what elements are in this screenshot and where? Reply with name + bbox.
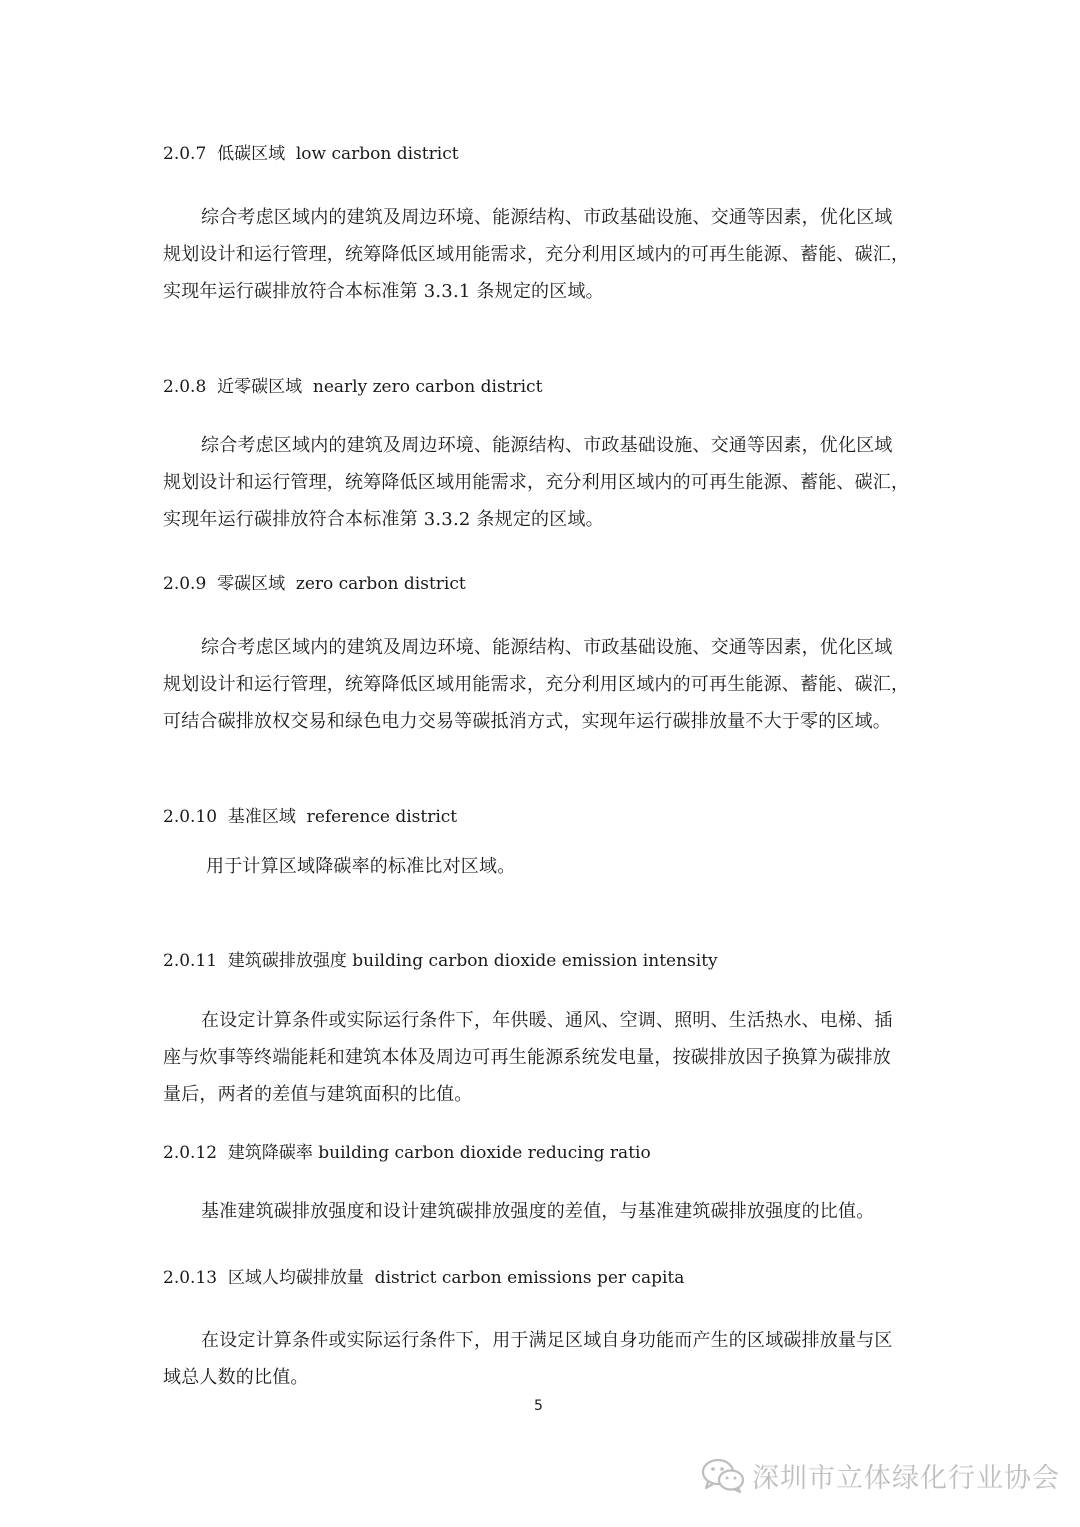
section-body-2-0-12 bbox=[163, 1193, 923, 1230]
section-heading-2-0-9: 2.0.9 零碳区域 zero carbon district bbox=[163, 574, 466, 594]
body-line: 实现年运行碳排放符合本标准第 3.3.2 条规定的区域。 bbox=[163, 509, 604, 530]
body-line: 规划设计和运行管理，统筹降低区域用能需求，充分利用区域内的可再生能源、蓄能、碳汇， bbox=[163, 674, 910, 695]
section-body-2-0-10 bbox=[163, 848, 923, 885]
body-line: 在设定计算条件或实际运行条件下，年供暖、通风、空调、照明、生活热水、电梯、插 bbox=[201, 1010, 893, 1031]
section-body-2-0-13 bbox=[163, 1322, 923, 1396]
body-line: 在设定计算条件或实际运行条件下，用于满足区域自身功能而产生的区域碳排放量与区 bbox=[201, 1330, 893, 1351]
body-line: 综合考虑区域内的建筑及周边环境、能源结构、市政基础设施、交通等因素，优化区域 bbox=[201, 637, 893, 658]
section-heading-2-0-7: 2.0.7 低碳区域 low carbon district bbox=[163, 144, 459, 164]
page-number: 5 bbox=[534, 1398, 543, 1414]
body-line: 规划设计和运行管理，统筹降低区域用能需求，充分利用区域内的可再生能源、蓄能、碳汇， bbox=[163, 244, 910, 265]
watermark bbox=[700, 1455, 1060, 1495]
section-body-2-0-7 bbox=[163, 199, 923, 310]
body-line: 规划设计和运行管理，统筹降低区域用能需求，充分利用区域内的可再生能源、蓄能、碳汇， bbox=[163, 472, 910, 493]
body-line: 可结合碳排放权交易和绿色电力交易等碳抵消方式，实现年运行碳排放量不大于零的区域。 bbox=[163, 711, 891, 732]
wechat-icon bbox=[700, 1455, 746, 1495]
section-heading-2-0-8: 2.0.8 近零碳区域 nearly zero carbon district bbox=[163, 377, 543, 397]
section-body-2-0-11 bbox=[163, 1002, 923, 1113]
body-line: 用于计算区域降碳率的标准比对区域。 bbox=[206, 856, 516, 877]
body-line: 综合考虑区域内的建筑及周边环境、能源结构、市政基础设施、交通等因素，优化区域 bbox=[201, 207, 893, 228]
section-heading-2-0-13: 2.0.13 区域人均碳排放量 district carbon emissions per capita bbox=[163, 1268, 685, 1288]
watermark-text: 深圳市立体绿化行业协会 bbox=[752, 1462, 1060, 1494]
section-heading-2-0-12: 2.0.12 建筑降碳率 building carbon dioxide reducing ratio bbox=[163, 1143, 651, 1163]
section-heading-2-0-10: 2.0.10 基准区域 reference district bbox=[163, 807, 458, 827]
section-heading-2-0-11: 2.0.11 建筑碳排放强度 building carbon dioxide emission intensity bbox=[163, 951, 718, 971]
body-line: 座与炊事等终端能耗和建筑本体及周边可再生能源系统发电量，按碳排放因子换算为碳排放 bbox=[163, 1047, 891, 1068]
body-line: 基准建筑碳排放强度和设计建筑碳排放强度的差值，与基准建筑碳排放强度的比值。 bbox=[201, 1201, 875, 1222]
section-body-2-0-9 bbox=[163, 629, 923, 740]
body-line: 域总人数的比值。 bbox=[163, 1367, 309, 1388]
section-body-2-0-8 bbox=[163, 427, 923, 538]
body-line: 量后，两者的差值与建筑面积的比值。 bbox=[163, 1084, 473, 1105]
body-line: 实现年运行碳排放符合本标准第 3.3.1 条规定的区域。 bbox=[163, 281, 604, 302]
body-line: 综合考虑区域内的建筑及周边环境、能源结构、市政基础设施、交通等因素，优化区域 bbox=[201, 435, 893, 456]
